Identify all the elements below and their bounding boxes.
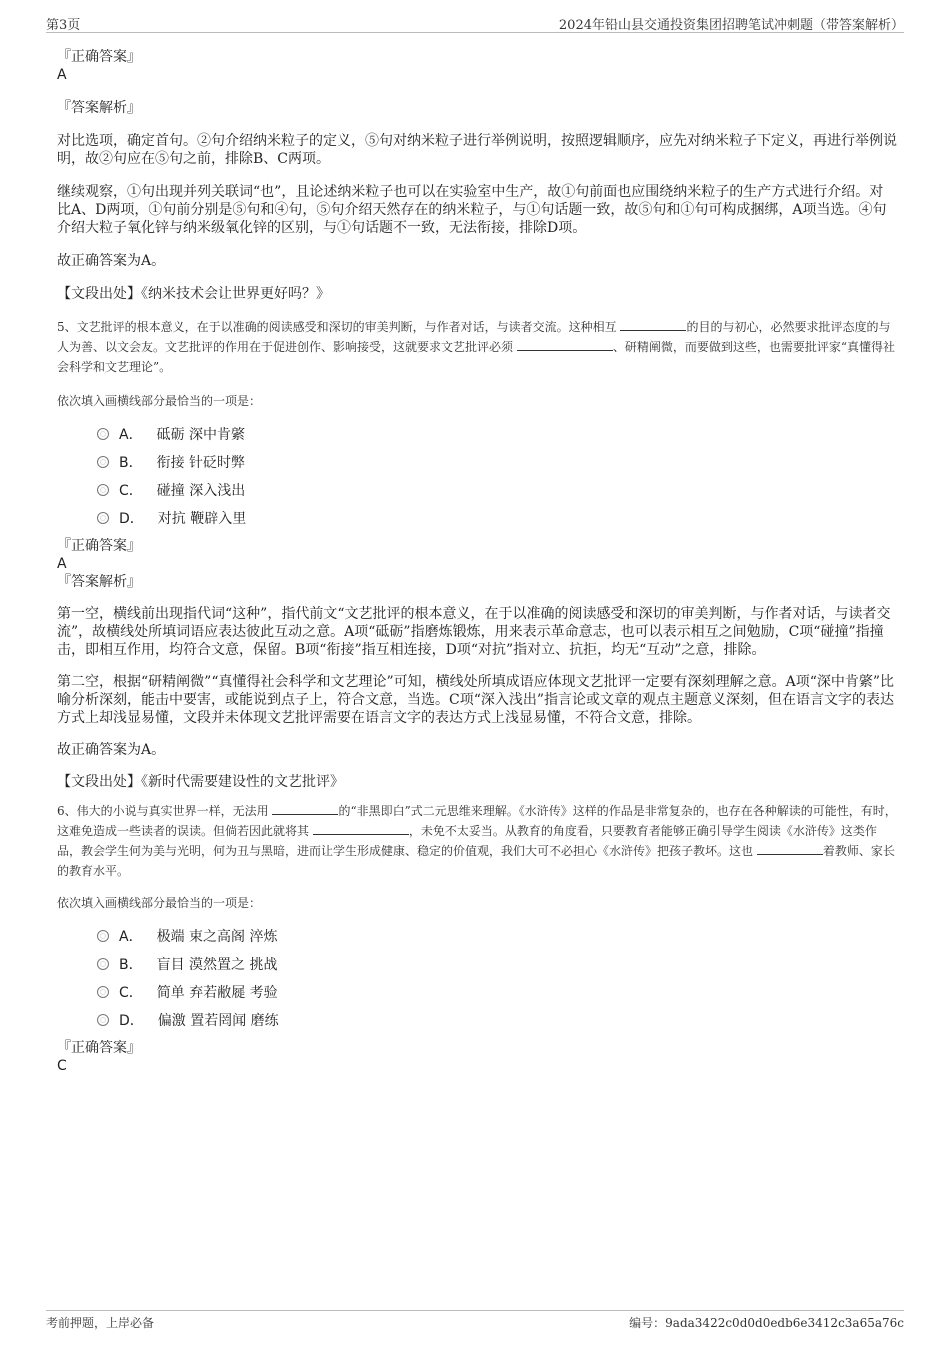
option-a[interactable]: A． 砥砺 深中肯綮: [97, 425, 897, 445]
conclusion: 故正确答案为A。: [57, 742, 166, 758]
answer-label: 『正确答案』: [57, 49, 141, 65]
footer-slogan: 考前押题，上岸必备: [46, 1316, 155, 1330]
question-prompt: 依次填入画横线部分最恰当的一项是：: [57, 394, 262, 408]
analysis-paragraph: 第二空，根据“研精阐微”“真懂得社会科学和文艺理论”可知，横线处所填成语应体现文艺批评一定要有深刻理解之意。A项“深中肯綮”比喻分析深刻，能击中要害，或能说到点子上，符合文意，当选。C项“深入浅出”指言论或文章的观点主题意义深刻，但在语言文字的表达方式上却浅显易懂，文段并未体现文艺批评需要在语言文字的表达方式上浅显易懂，不符合文意，排除。: [57, 674, 895, 726]
option-b[interactable]: B． 盲目 漠然置之 挑战: [97, 955, 897, 975]
analysis-label: 『答案解析』: [57, 574, 141, 590]
option-list: [57, 927, 897, 1031]
radio-icon[interactable]: [97, 428, 109, 440]
question-stem: 6、伟大的小说与真实世界一样，无法用 的“非黑即白”式二元思维来理解。《水浒传》这样的作品是非常复杂的，也存在各种解读的可能性，有时，这难免造成一些读者的误读。但倘若因此就将其 ，未免不太妥当。从教育的角度看，只要教育者能够正确引导学生阅读《水浒传》这类作品，教会学生何为美与光明，何为丑与黑暗，进而让学生形成健康、稳定的价值观，我们大可不必担心《水浒传》把孩子教坏。这也 着教师、家长的教育水平。: [57, 804, 897, 878]
option-c[interactable]: C． 碰撞 深入浅出: [97, 481, 897, 501]
fill-blank: [313, 822, 409, 835]
document-code: 编号：9ada3422c0d0d0edb6e3412c3a65a76c: [629, 1316, 904, 1330]
analysis-paragraph: 对比选项，确定首句。②句介绍纳米粒子的定义，⑤句对纳米粒子进行举例说明，按照逻辑顺序，应先对纳米粒子下定义，再进行举例说明，故②句应在⑤句之前，排除B、C两项。: [57, 133, 897, 167]
question-stem: 5、文艺批评的根本意义，在于以准确的阅读感受和深切的审美判断，与作者对话，与读者交流。这种相互 的目的与初心，必然要求批评态度的与人为善、以文会友。文艺批评的作用在于促进创作、影响接受，这就要求文艺批评必须 、研精阐微，而要做到这些，也需要批评家“真懂得社会科学和文艺理论”。: [57, 320, 895, 374]
answer-label: 『正确答案』: [57, 1040, 141, 1056]
page-footer: [46, 1310, 904, 1331]
analysis-paragraph: 第一空，横线前出现指代词“这种”，指代前文“文艺批评的根本意义，在于以准确的阅读感受和深切的审美判断，与作者对话，与读者交流”，故横线处所填词语应表达彼此互动之意。A项“砥砺”指磨炼锻炼，用来表示革命意志，也可以表示相互之间勉励，C项“碰撞”指撞击，即相互作用，均符合文意，保留。B项“衔接”指互相连接，D项“对抗”指对立、抗拒，均无“互动”之意，排除。: [57, 606, 891, 658]
answer-value: C: [57, 1058, 67, 1074]
answer-value: A: [57, 67, 67, 83]
radio-icon[interactable]: [97, 958, 109, 970]
source-citation: 【文段出处】《纳米技术会让世界更好吗？》: [57, 286, 330, 302]
option-a[interactable]: A． 极端 束之高阁 淬炼: [97, 927, 897, 947]
main-content: [57, 46, 897, 1075]
analysis-label: 『答案解析』: [57, 100, 141, 116]
option-d[interactable]: D． 对抗 鞭辟入里: [97, 509, 897, 529]
radio-icon[interactable]: [97, 1014, 109, 1026]
radio-icon[interactable]: [97, 456, 109, 468]
document-title: 2024年铅山县交通投资集团招聘笔试冲刺题（带答案解析）: [558, 18, 904, 33]
radio-icon[interactable]: [97, 930, 109, 942]
option-b[interactable]: B． 衔接 针砭时弊: [97, 453, 897, 473]
answer-value: A: [57, 556, 67, 572]
fill-blank: [757, 842, 823, 855]
fill-blank: [620, 318, 686, 331]
conclusion: 故正确答案为A。: [57, 253, 166, 269]
page-header: [46, 12, 904, 33]
option-d[interactable]: D． 偏激 置若罔闻 磨练: [97, 1011, 897, 1031]
radio-icon[interactable]: [97, 986, 109, 998]
fill-blank: [517, 338, 613, 351]
radio-icon[interactable]: [97, 512, 109, 524]
option-list: [57, 425, 897, 529]
analysis-paragraph: 继续观察，①句出现并列关联词“也”，且论述纳米粒子也可以在实验室中生产，故①句前面也应围绕纳米粒子的生产方式进行介绍。对比A、D两项，①句前分别是⑤句和④句，⑤句介绍天然存在的纳米粒子，与①句话题一致，故⑤句和①句可构成捆绑，A项当选。④句介绍大粒子氧化锌与纳米级氧化锌的区别，与①句话题不一致，无法衔接，排除D项。: [57, 184, 887, 236]
fill-blank: [272, 802, 338, 815]
radio-icon[interactable]: [97, 484, 109, 496]
source-citation: 【文段出处】《新时代需要建设性的文艺批评》: [57, 774, 344, 790]
answer-label: 『正确答案』: [57, 538, 141, 554]
page-number: 第3页: [46, 18, 81, 33]
option-c[interactable]: C． 简单 弃若敝屣 考验: [97, 983, 897, 1003]
question-prompt: 依次填入画横线部分最恰当的一项是：: [57, 896, 262, 910]
